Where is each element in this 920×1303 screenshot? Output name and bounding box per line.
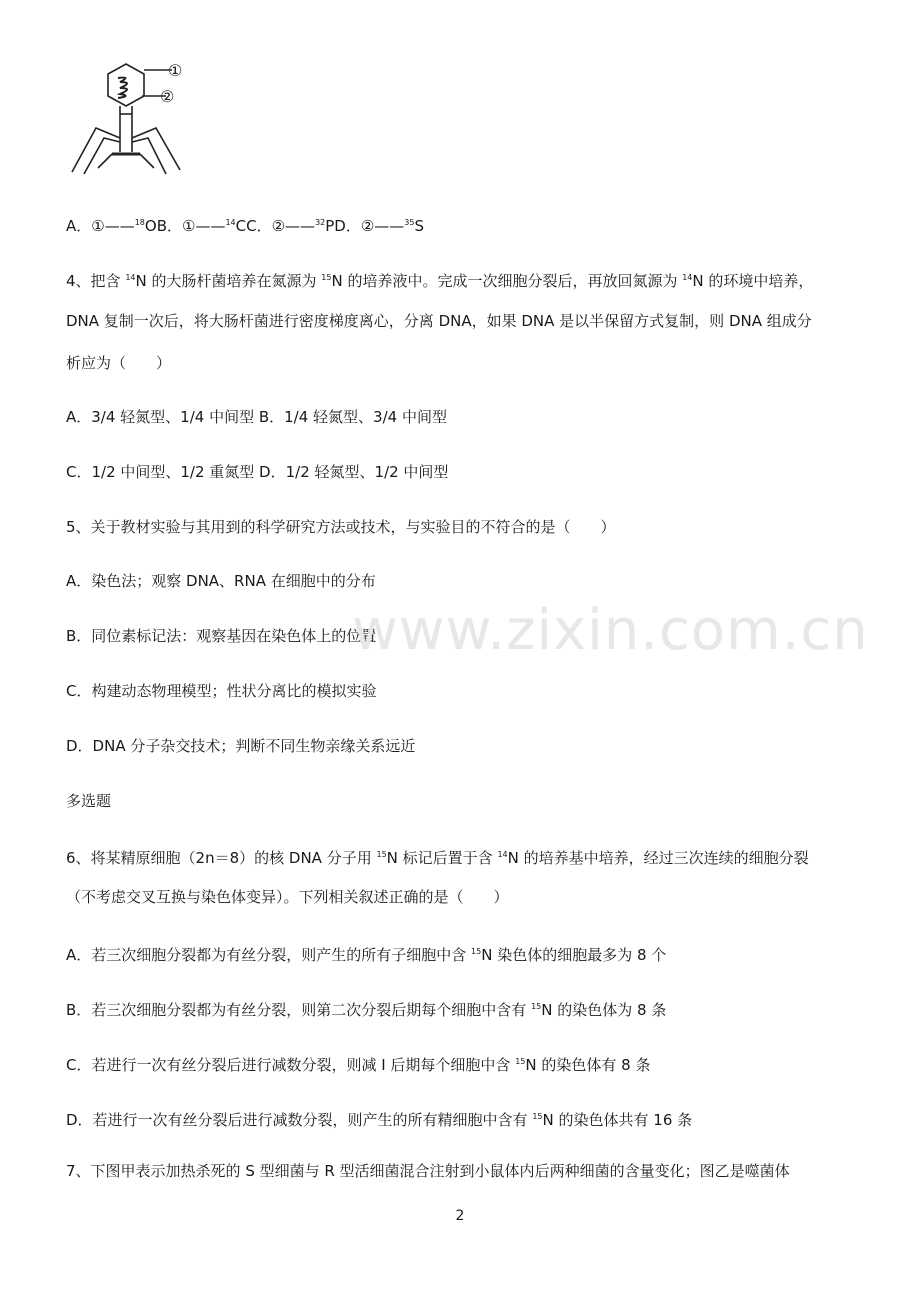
figure-label-2: ② <box>160 87 175 106</box>
q6-stem-line2: （不考虑交叉互换与染色体变异）。下列相关叙述正确的是（ ） <box>66 888 509 906</box>
tail-fiber <box>132 138 166 174</box>
tail-fiber <box>132 128 180 170</box>
q4-option-ab: A．3/4 轻氮型、1/4 中间型 B．1/4 轻氮型、3/4 中间型 <box>66 408 447 426</box>
q5-option-a: A．染色法；观察 DNA、RNA 在细胞中的分布 <box>66 572 376 590</box>
dna-coil <box>118 78 127 99</box>
figure-label-1: ① <box>168 61 183 80</box>
q6-stem-line1: 6、将某精原细胞（2n＝8）的核 DNA 分子用 $^{15}$N 标记后置于含 $^{14}$N 的培养基中培养，经过三次连续的细胞分裂 <box>66 849 809 867</box>
page-number: 2 <box>455 1208 465 1224</box>
q4-stem-line3: 析应为（ ） <box>66 354 172 372</box>
q6-option-d: D．若进行一次有丝分裂后进行减数分裂，则产生的所有精细胞中含有 $^{15}$N 的染色体共有 16 条 <box>66 1111 693 1129</box>
q5-stem: 5、关于教材实验与其用到的科学研究方法或技术，与实验目的不符合的是（ ） <box>66 518 616 536</box>
q4-stem-line1: 4、把含 $^{14}$N 的大肠杆菌培养在氮源为 $^{15}$N 的培养液中。完成一次细胞分裂后，再放回氮源为 $^{14}$N 的环境中培养， <box>66 272 814 290</box>
phage-figure <box>60 58 210 183</box>
section-heading: 多选题 <box>66 792 112 810</box>
tail-fiber <box>84 138 120 174</box>
q7-stem-line1: 7、下图甲表示加热杀死的 S 型细菌与 R 型活细菌混合注射到小鼠体内后两种细菌的含量变化；图乙是噬菌体 <box>66 1162 790 1180</box>
q6-option-c: C．若进行一次有丝分裂后进行减数分裂，则减 I 后期每个细胞中含 $^{15}$N 的染色体有 8 条 <box>66 1056 651 1074</box>
q6-option-a: A．若三次细胞分裂都为有丝分裂，则产生的所有子细胞中含 $^{15}$N 染色体的细胞最多为 8 个 <box>66 946 667 964</box>
q6-option-b: B．若三次细胞分裂都为有丝分裂，则第二次分裂后期每个细胞中含有 $^{15}$N 的染色体为 8 条 <box>66 1001 667 1019</box>
phage-diagram <box>60 58 210 183</box>
q5-option-c: C．构建动态物理模型；性状分离比的模拟实验 <box>66 682 377 700</box>
q4-stem-line2: DNA 复制一次后，将大肠杆菌进行密度梯度离心，分离 DNA，如果 DNA 是以半保留方式复制，则 DNA 组成分 <box>66 312 812 330</box>
q3-options: A．①——$^{18}$OB．①——$^{14}$CC．②——$^{32}$PD．②——$^{35}$S <box>66 217 425 235</box>
tail-fiber <box>72 128 120 172</box>
watermark: www.zixin.com.cn <box>352 598 869 663</box>
q4-option-cd: C．1/2 中间型、1/2 重氮型 D．1/2 轻氮型、1/2 中间型 <box>66 463 449 481</box>
q5-option-d: D．DNA 分子杂交技术；判断不同生物亲缘关系远近 <box>66 737 416 755</box>
q5-option-b: B．同位素标记法：观察基因在染色体上的位置 <box>66 627 377 645</box>
